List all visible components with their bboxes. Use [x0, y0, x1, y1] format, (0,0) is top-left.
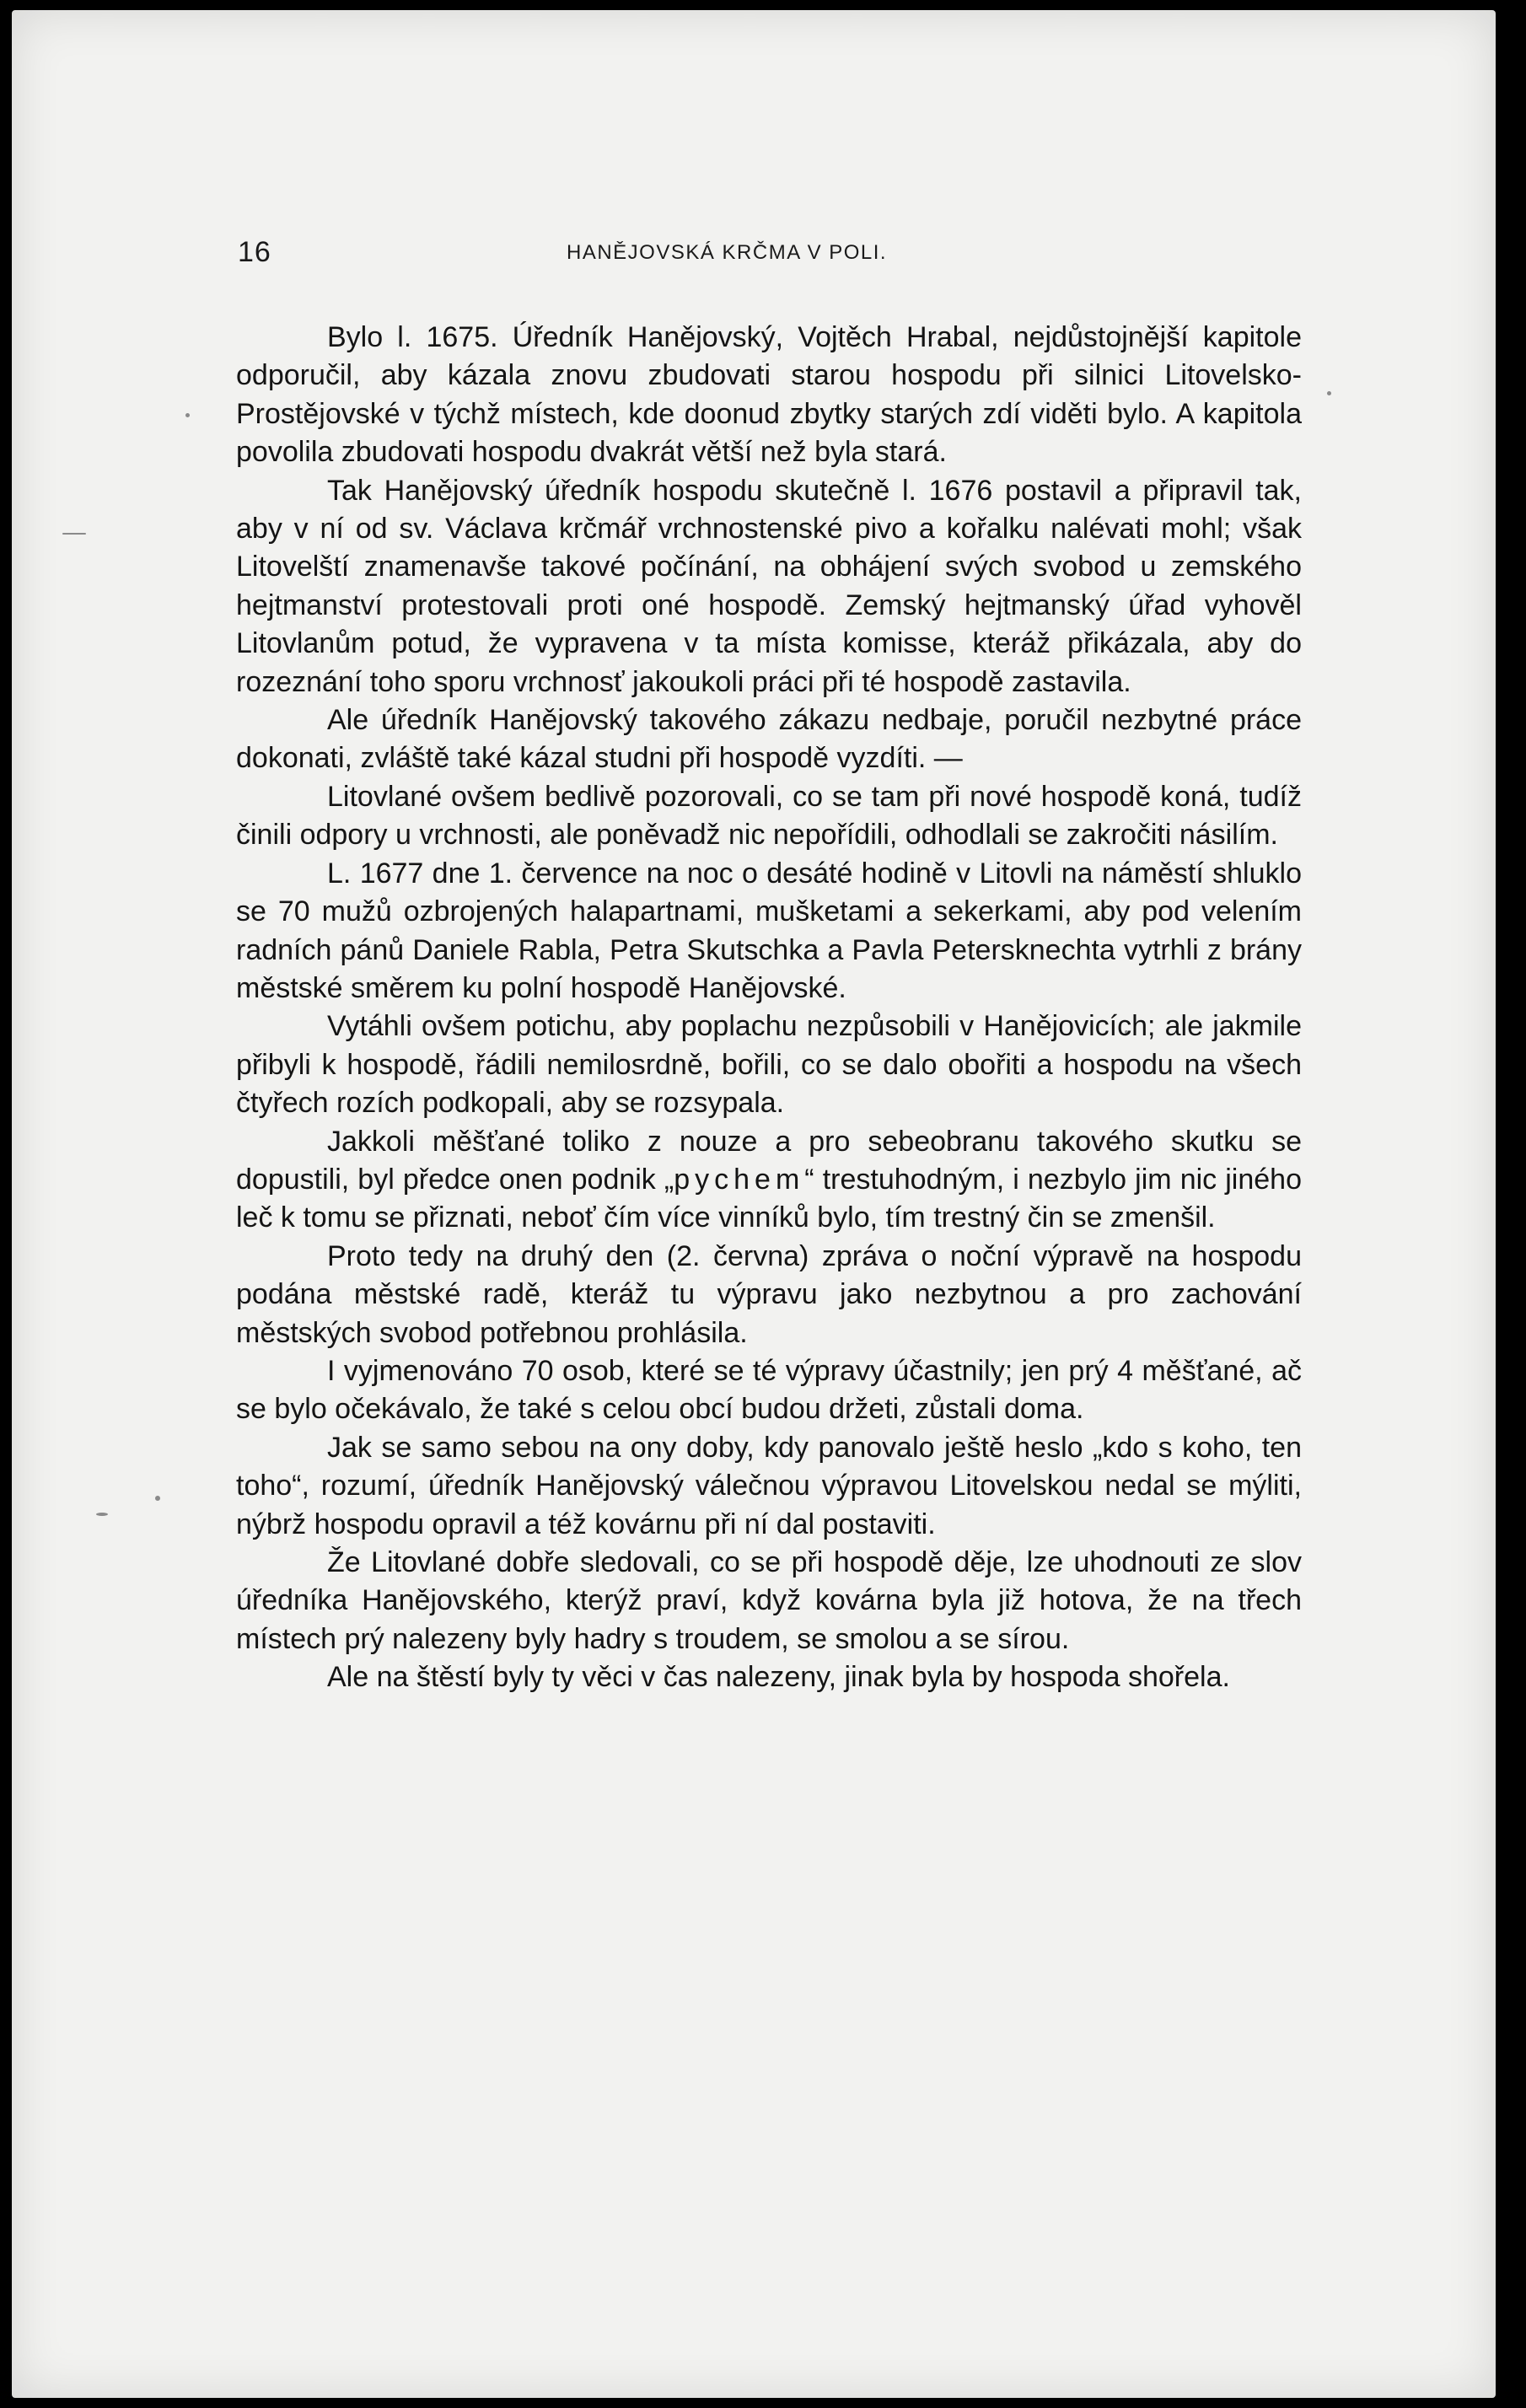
paragraph: Bylo l. 1675. Úředník Hanějovský, Vojtěch Hrabal, nejdůstojnější kapitole odporučil, aby kázala znovu zbudovati starou hospodu při silnici Litovelsko-Prostějovské v týchž místech, kde doonud zbytky starých zdí viděti bylo. A kapitola povolila zbudovati hospodu dvakrát větší než byla stará.	[236, 321, 1302, 469]
paragraph: Tak Hanějovský úředník hospodu skutečně l. 1676 postavil a připravil tak, aby v ní od sv. Václava krčmář vrchnostenské pivo a kořalku nalévati mohl; však Litovelští znamenavše takové počínání, na obhájení svých svobod u zemského hejtmanství protestovali proti oné hospodě. Zemský hejtmanský úřad vyhověl Litovlanům potud, že vypravena v ta místa komisse, kteráž přikázala, aby do rozeznání toho sporu vrchnosť jakoukoli práci při té hospodě zastavila.	[236, 474, 1302, 698]
paragraph-text: Jakkoli měšťané toliko z nouze a pro sebeobranu takového skutku se dopustili, byl předce onen podnik „	[236, 1125, 1302, 1196]
paragraph-text: “ trestuhodným, i nezbylo jim nic jiného leč k tomu se přiznati, neboť čím více vinníků bylo, tím trestný čin se zmenšil.	[236, 1163, 1302, 1234]
emphasized-word: pychem	[674, 1163, 805, 1196]
running-title: HANĚJOVSKÁ KRČMA V POLI.	[567, 241, 888, 264]
scan-speck	[155, 1496, 160, 1501]
paragraph: Že Litovlané dobře sledovali, co se při hospodě děje, lze uhodnouti ze slov úředníka Hanějovského, kterýž praví, když kovárna byla již hotova, že na třech místech prý nalezeny byly hadry s troudem, se smolou a se sírou.	[236, 1546, 1302, 1655]
scan-speck	[185, 413, 190, 417]
scan-edge	[1496, 0, 1526, 2408]
page-header	[238, 236, 1300, 270]
paragraph: Jak se samo sebou na ony doby, kdy panovalo ještě heslo „kdo s koho, ten toho“, rozumí, úředník Hanějovský válečnou výpravou Litovelskou nedal se mýliti, nýbrž hospodu opravil a též kovárnu při ní dal postaviti.	[236, 1431, 1302, 1540]
body-text	[236, 319, 1302, 1697]
paragraph: Litovlané ovšem bedlivě pozorovali, co se tam při nové hospodě koná, tudíž činili odpory u vrchnosti, ale poněvadž nic nepořídili, odhodlali se zakročiti násilím.	[236, 780, 1302, 852]
scan-speck	[96, 1513, 108, 1516]
paragraph: L. 1677 dne 1. července na noc o desáté hodině v Litovli na náměstí shluklo se 70 mužů ozbrojených halapartnami, mušketami a sekerkami, aby pod velením radních pánů Daniele Rabla, Petra Skutschka a Pavla Petersknechta vytrhli z brány městské směrem ku polní hospodě Hanějovské.	[236, 857, 1302, 1004]
paragraph: Proto tedy na druhý den (2. června) zpráva o noční výpravě na hospodu podána městské radě, kteráž tu výpravu jako nezbytnou a pro zachování městských svobod potřebnou prohlásila.	[236, 1239, 1302, 1349]
paragraph: Ale úředník Hanějovský takového zákazu nedbaje, poručil nezbytné práce dokonati, zvláště také kázal studni při hospodě vyzdíti. —	[236, 704, 1302, 775]
paragraph: Vytáhli ovšem potichu, aby poplachu nezpůsobili v Hanějovicích; ale jakmile přibyli k hospodě, řádili nemilosrdně, bořili, co se dalo obořiti a hospodu na všech čtyřech rozích podkopali, aby se rozsypala.	[236, 1010, 1302, 1120]
page-number: 16	[238, 236, 271, 268]
scan-speck	[1327, 391, 1331, 395]
paragraph: Ale na štěstí byly ty věci v čas nalezeny, jinak byla by hospoda shořela.	[327, 1661, 1230, 1694]
paragraph: I vyjmenováno 70 osob, které se té výpravy účastnily; jen prý 4 měšťané, ač se bylo očekávalo, že také s celou obcí budou držeti, zůstali doma.	[236, 1354, 1302, 1426]
paragraph	[236, 1123, 1302, 1238]
scan-speck	[62, 533, 86, 535]
